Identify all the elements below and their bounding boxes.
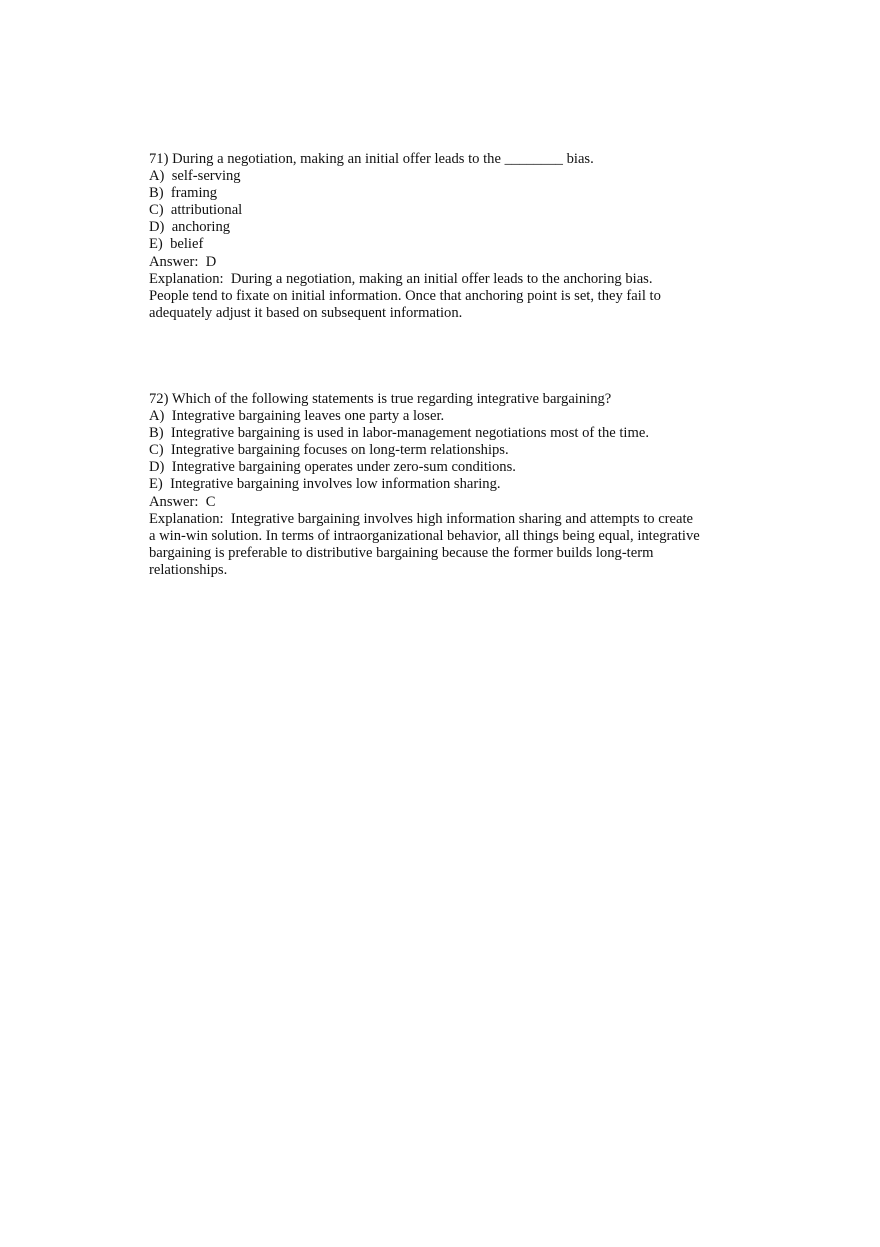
option-letter: C) [149, 202, 164, 219]
option-b [149, 185, 729, 202]
explanation-line: adequately adjust it based on subsequent information. [149, 304, 463, 321]
option-text: Integrative bargaining is used in labor-management negotiations most of the time. [170, 425, 649, 442]
option-text: Integrative bargaining operates under zero-sum conditions. [171, 459, 516, 476]
option-text: framing [170, 185, 218, 202]
option-text: belief [170, 236, 204, 253]
option-a [149, 168, 729, 185]
explanation-label: Explanation: [149, 510, 224, 527]
option-e [149, 236, 729, 253]
option-c [149, 442, 729, 459]
explanation-line: a win-win solution. In terms of intraorganizational behavior, all things being equal, integrative [149, 527, 700, 544]
option-a [149, 408, 729, 425]
option-d [149, 219, 729, 236]
answer-label: Answer: [149, 493, 199, 510]
explanation-label: Explanation: [149, 270, 224, 287]
option-letter: B) [149, 185, 164, 202]
option-text: Integrative bargaining focuses on long-term relationships. [170, 442, 509, 459]
option-c [149, 202, 729, 219]
option-d [149, 459, 729, 476]
option-letter: E) [149, 476, 163, 493]
question-71 [149, 151, 729, 322]
explanation-text: During a negotiation, making an initial offer leads to the anchoring bias. [230, 270, 653, 287]
answer-label: Answer: [149, 253, 199, 270]
answer-line [149, 254, 729, 271]
explanation-line [149, 511, 729, 528]
answer-value: D [205, 253, 217, 270]
question-stem: 72) Which of the following statements is true regarding integrative bargaining? [149, 391, 612, 407]
explanation-line: People tend to fixate on initial information. Once that anchoring point is set, they fail to [149, 287, 661, 304]
explanation-line [149, 271, 729, 288]
answer-line [149, 494, 729, 511]
option-e [149, 476, 729, 493]
explanation-line: bargaining is preferable to distributive bargaining because the former builds long-term [149, 544, 654, 561]
option-text: Integrative bargaining leaves one party a loser. [171, 408, 445, 425]
option-letter: A) [149, 408, 165, 425]
option-letter: C) [149, 442, 164, 459]
option-text: attributional [170, 202, 243, 219]
option-letter: E) [149, 236, 163, 253]
option-text: self-serving [171, 168, 241, 185]
option-letter: A) [149, 168, 165, 185]
option-b [149, 425, 729, 442]
answer-value: C [205, 493, 216, 510]
question-72 [149, 391, 729, 579]
option-letter: D) [149, 219, 165, 236]
option-text: Integrative bargaining involves low information sharing. [170, 476, 501, 493]
option-letter: D) [149, 459, 165, 476]
explanation-line: relationships. [149, 561, 228, 578]
option-letter: B) [149, 425, 164, 442]
option-text: anchoring [171, 219, 231, 236]
explanation-text: Integrative bargaining involves high information sharing and attempts to create [230, 510, 694, 527]
question-stem: 71) During a negotiation, making an initial offer leads to the ________ bias. [149, 151, 594, 167]
